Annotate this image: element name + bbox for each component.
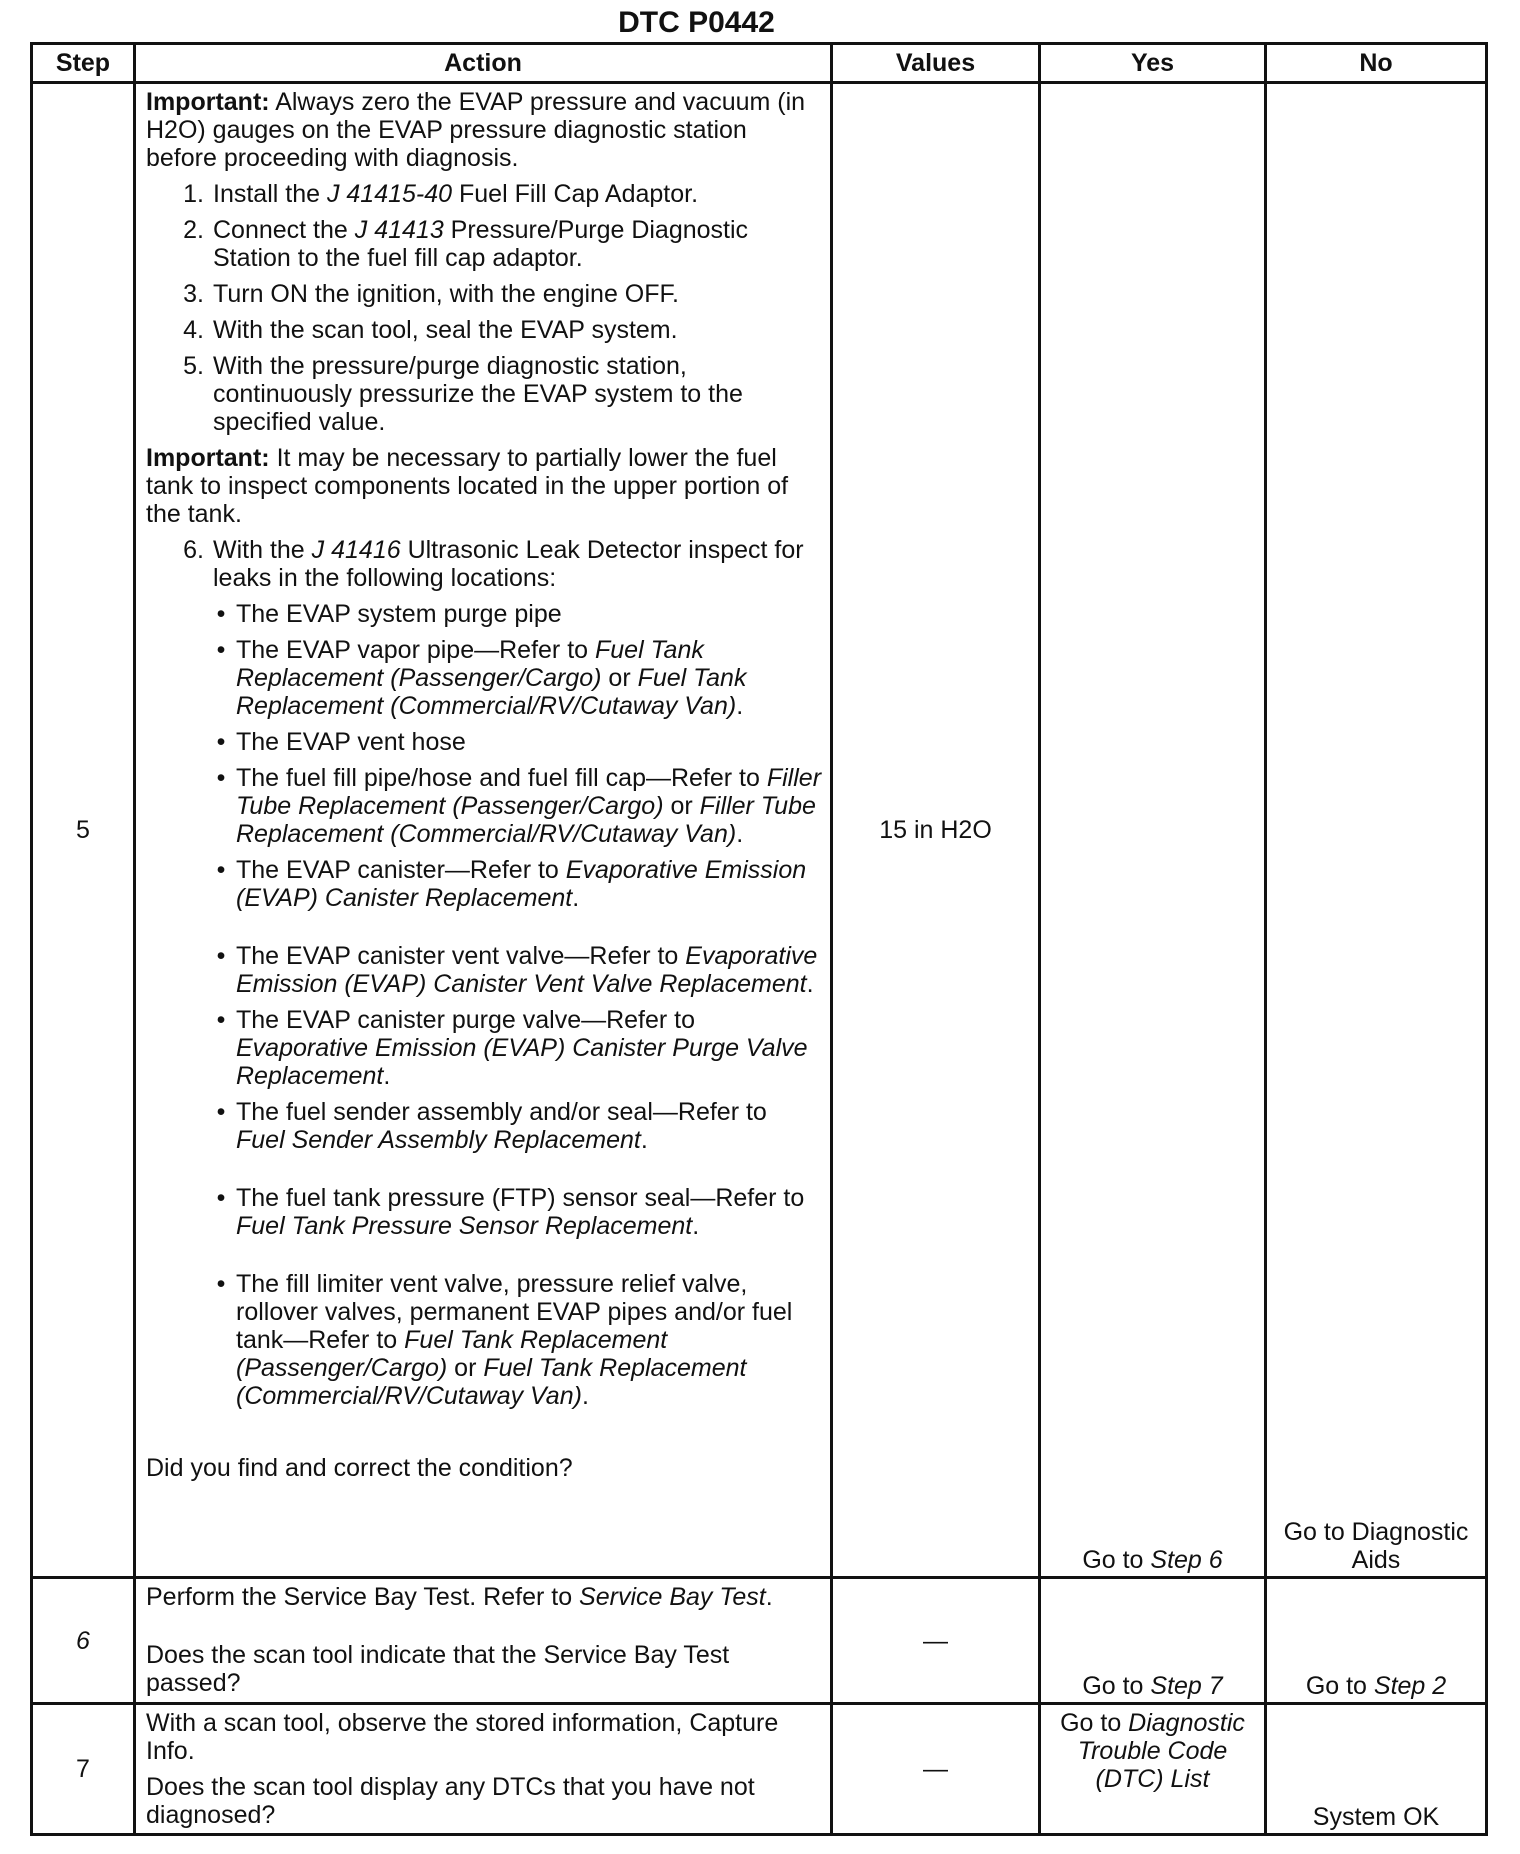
action-text: With a scan tool, observe the stored information, Capture Info. bbox=[146, 1709, 779, 1765]
step-number: 7 bbox=[32, 1704, 135, 1835]
important-note: Important: Always zero the EVAP pressure and vacuum (in H2O) gauges on the EVAP pressure diagnostic station before proceeding with diagnosis. bbox=[146, 88, 806, 172]
question-text: Does the scan tool indicate that the Service Bay Test passed? bbox=[146, 1641, 730, 1697]
table-row bbox=[32, 1704, 1487, 1835]
bullet-item: • The fill limiter vent valve, pressure relief valve, rollover valves, permanent EVAP pipes and/or fuel tank—Refer to Fuel Tank Replacement (Passenger/Cargo) or Fuel Tank Replacement (Commercial/RV/Cutaway Van). bbox=[216, 1270, 793, 1410]
no-cell: Go to Diagnostic Aids bbox=[1266, 83, 1487, 1578]
header-no: No bbox=[1266, 44, 1487, 83]
step-number: 5 bbox=[32, 83, 135, 1578]
bullet-item: • The EVAP canister—Refer to Evaporative Emission (EVAP) Canister Replacement. bbox=[216, 856, 807, 912]
list-item: 4. With the scan tool, seal the EVAP system. bbox=[183, 316, 678, 344]
bullet-item: • The EVAP vent hose bbox=[216, 728, 466, 756]
header-step: Step bbox=[32, 44, 135, 83]
header-action: Action bbox=[135, 44, 832, 83]
action-cell bbox=[135, 83, 832, 1578]
bullet-item: • The EVAP vapor pipe—Refer to Fuel Tank Replacement (Passenger/Cargo) or Fuel Tank Replacement (Commercial/RV/Cutaway Van). bbox=[216, 636, 747, 720]
action-text: Perform the Service Bay Test. Refer to Service Bay Test. bbox=[146, 1583, 773, 1611]
step-number: 6 bbox=[32, 1578, 135, 1704]
header-values: Values bbox=[832, 44, 1040, 83]
bullet-item: • The fuel tank pressure (FTP) sensor seal—Refer to Fuel Tank Pressure Sensor Replacement. bbox=[216, 1184, 805, 1240]
no-cell: System OK bbox=[1266, 1704, 1487, 1835]
dtc-table bbox=[30, 42, 1488, 1836]
page-title: DTC P0442 bbox=[618, 6, 775, 39]
value-cell: — bbox=[832, 1704, 1040, 1835]
bullet-item: • The fuel fill pipe/hose and fuel fill cap—Refer to Filler Tube Replacement (Passenger/Cargo) or Filler Tube Replacement (Commercial/RV/Cutaway Van). bbox=[216, 764, 822, 848]
value-cell: 15 in H2O bbox=[832, 83, 1040, 1578]
list-item: 5. With the pressure/purge diagnostic station, continuously pressurize the EVAP system to the specified value. bbox=[183, 352, 743, 436]
bullet-item: • The fuel sender assembly and/or seal—Refer to Fuel Sender Assembly Replacement. bbox=[216, 1098, 767, 1154]
bullet-item: • The EVAP canister vent valve—Refer to Evaporative Emission (EVAP) Canister Vent Valve Replacement. bbox=[216, 942, 818, 998]
action-cell bbox=[135, 1704, 832, 1835]
action-cell bbox=[135, 1578, 832, 1704]
no-cell: Go to Step 2 bbox=[1266, 1578, 1487, 1704]
yes-cell: Go to Diagnostic Trouble Code (DTC) List bbox=[1040, 1704, 1266, 1835]
list-item: 6. With the J 41416 Ultrasonic Leak Detector inspect for leaks in the following locations: bbox=[183, 536, 804, 592]
table-row bbox=[32, 1578, 1487, 1704]
question-text: Does the scan tool display any DTCs that you have not diagnosed? bbox=[146, 1773, 755, 1829]
question-text: Did you find and correct the condition? bbox=[146, 1454, 573, 1482]
value-cell: — bbox=[832, 1578, 1040, 1704]
bullet-item: • The EVAP system purge pipe bbox=[216, 600, 562, 628]
bullet-item: • The EVAP canister purge valve—Refer to Evaporative Emission (EVAP) Canister Purge Valve Replacement. bbox=[216, 1006, 808, 1090]
important-note: Important: It may be necessary to partially lower the fuel tank to inspect components located in the upper portion of the tank. bbox=[146, 444, 789, 528]
table-row bbox=[32, 83, 1487, 1578]
header-row bbox=[32, 44, 1487, 83]
header-yes: Yes bbox=[1040, 44, 1266, 83]
list-item: 2. Connect the J 41413 Pressure/Purge Diagnostic Station to the fuel fill cap adaptor. bbox=[183, 216, 749, 272]
list-item: 1. Install the J 41415-40 Fuel Fill Cap Adaptor. bbox=[183, 180, 699, 208]
list-item: 3. Turn ON the ignition, with the engine OFF. bbox=[183, 280, 679, 308]
yes-cell: Go to Step 6 bbox=[1040, 83, 1266, 1578]
yes-cell: Go to Step 7 bbox=[1040, 1578, 1266, 1704]
